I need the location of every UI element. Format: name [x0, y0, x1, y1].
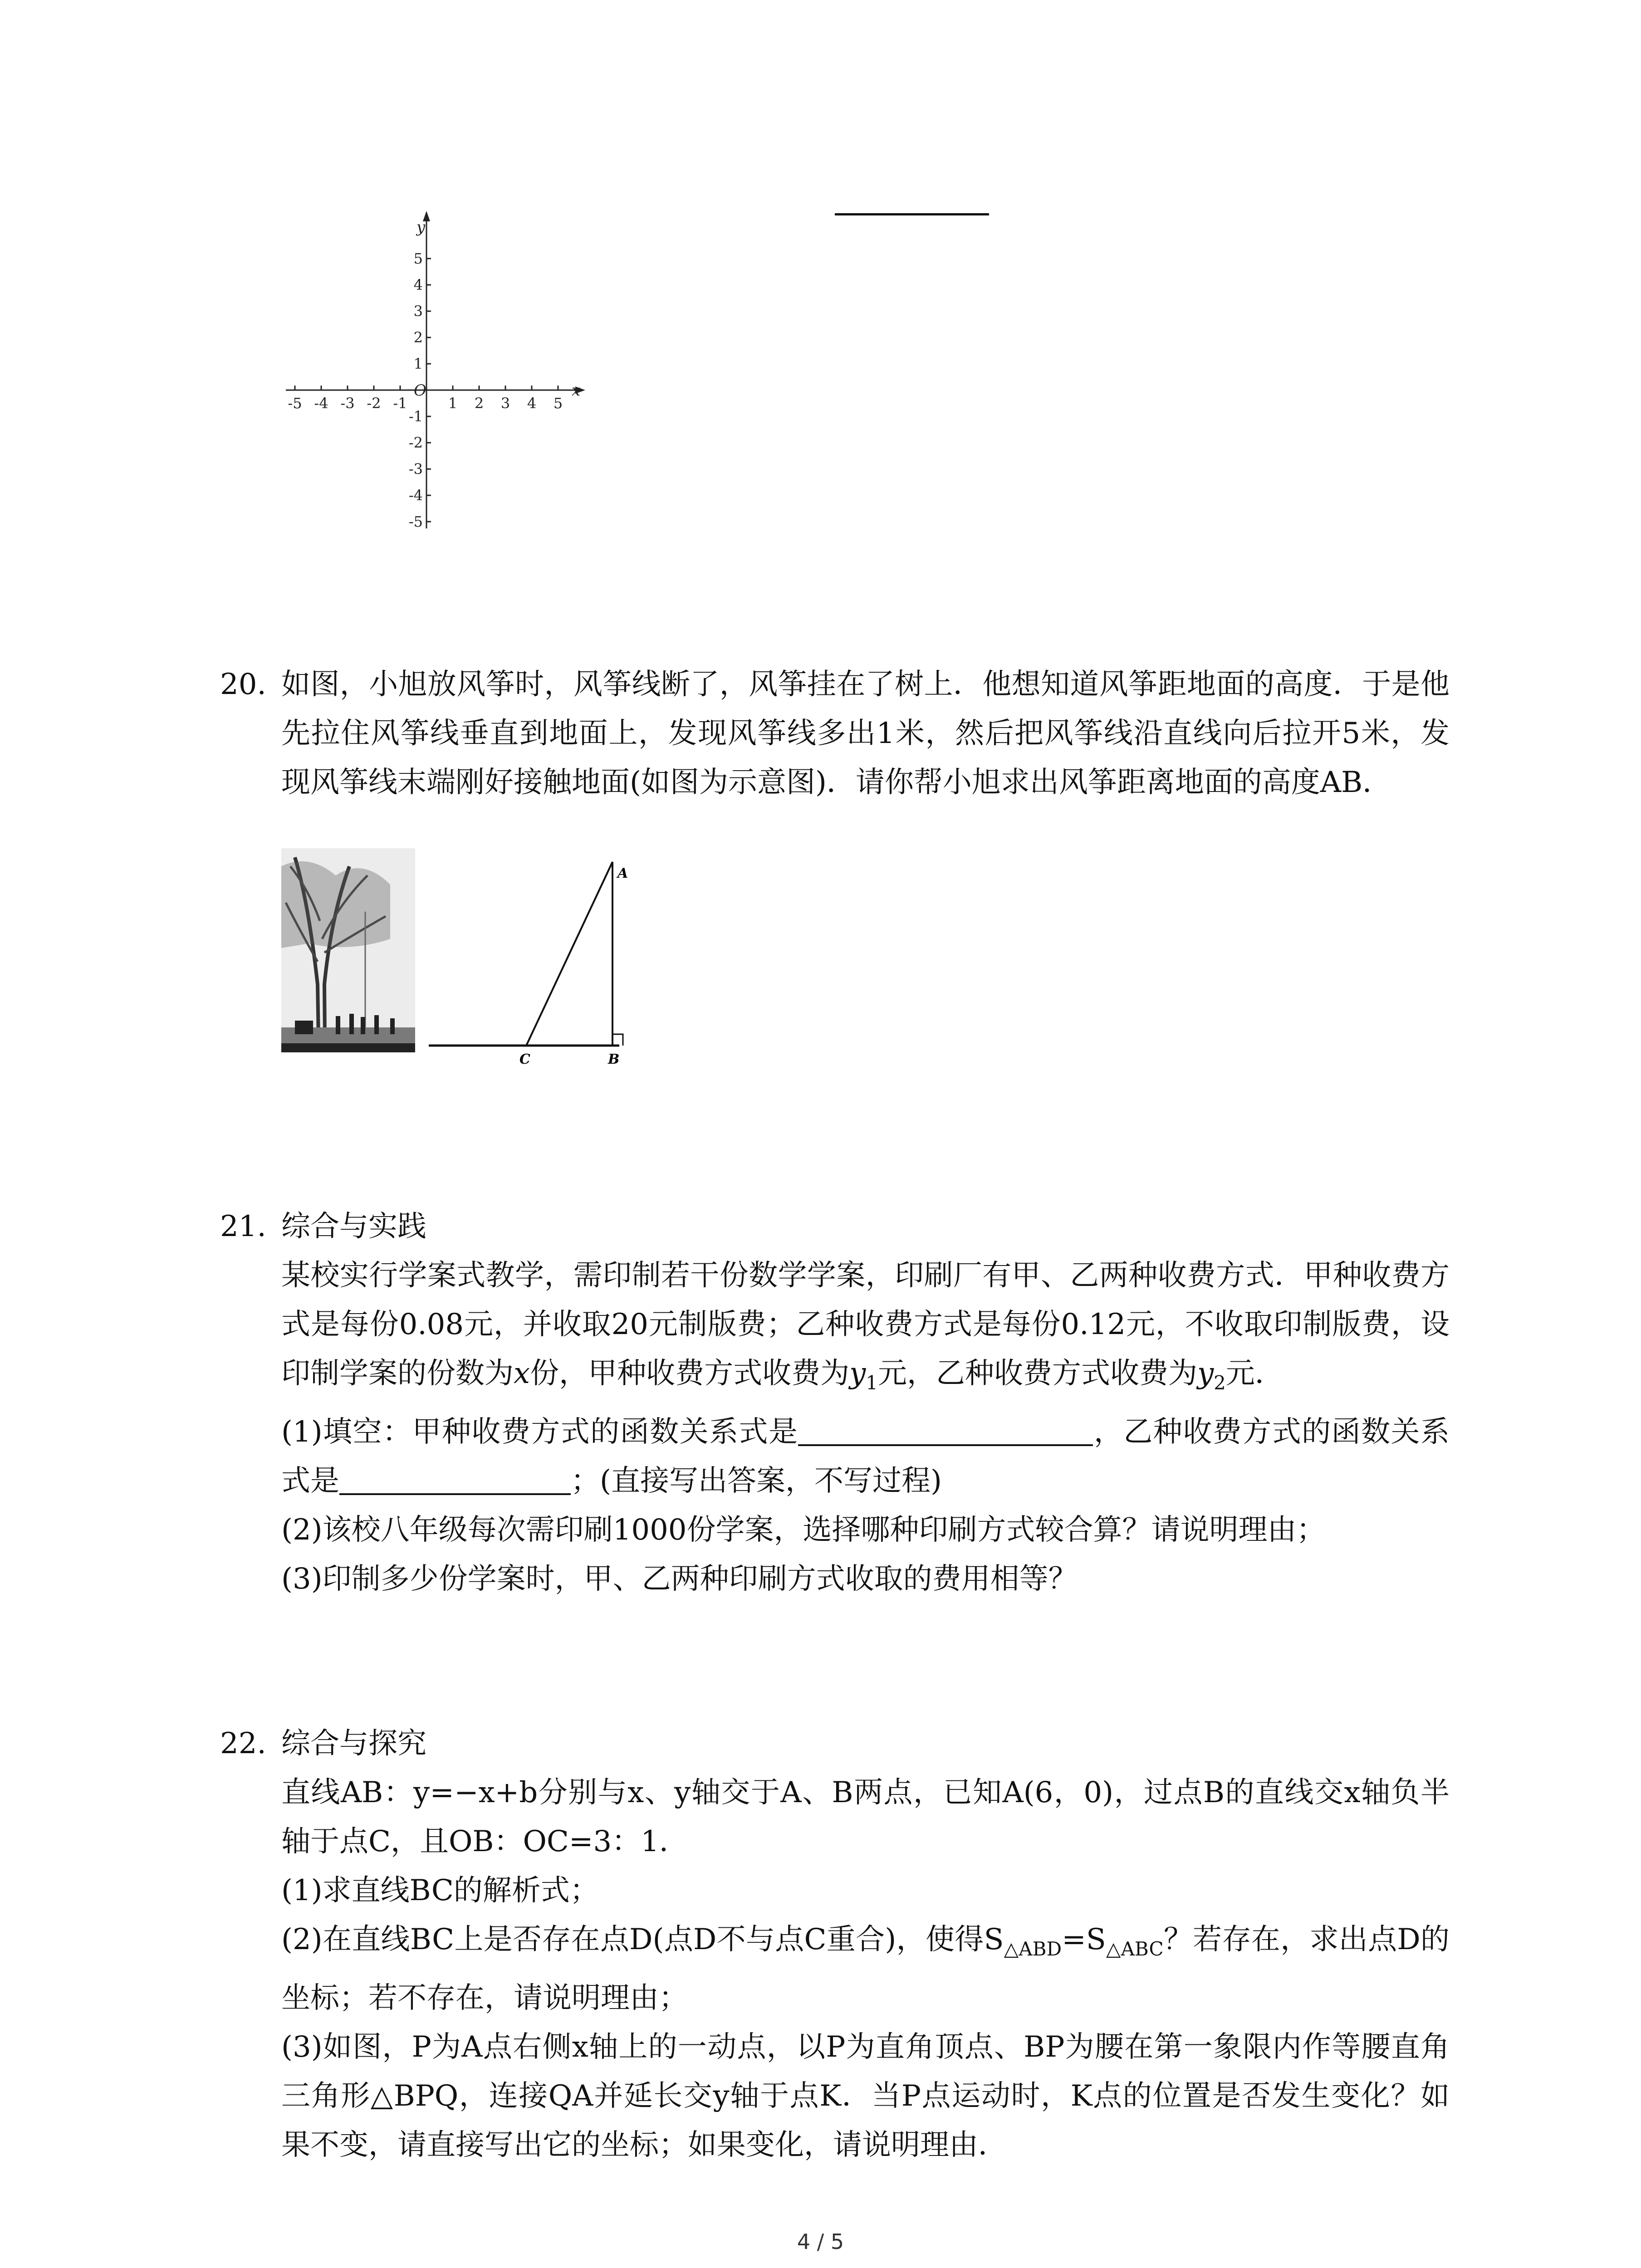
y-tick-label: -1: [408, 408, 423, 425]
x-axis-label: x: [572, 381, 581, 400]
y-tick-label: 3: [413, 303, 423, 320]
y-tick-label: -4: [408, 487, 423, 504]
question-21: [220, 1202, 1450, 1603]
x-tick-label: -4: [314, 395, 328, 412]
y-tick-label: 4: [413, 276, 423, 293]
question-part-2: (2)该校八年级每次需印刷1000份学案，选择哪种印刷方式较合算？请说明理由；: [281, 1513, 1326, 1547]
x-tick-label: 2: [474, 395, 484, 412]
x-tick-label: -2: [367, 395, 381, 412]
question-number: 20.: [220, 668, 266, 701]
x-tick-label: -1: [393, 395, 407, 412]
y-tick-label: -5: [408, 513, 423, 530]
y-tick-label: 1: [413, 355, 423, 372]
question-number: 22.: [220, 1727, 266, 1760]
kite-tree-photo: [281, 848, 415, 1052]
page-number: 4 / 5: [797, 2229, 844, 2254]
answer-blank-line: [835, 213, 989, 215]
question-title: 综合与探究: [281, 1727, 426, 1760]
right-triangle-diagram: [424, 853, 628, 1067]
y-tick-label: 5: [413, 250, 423, 267]
x-tick-label: 1: [448, 395, 458, 412]
x-tick-label: 3: [500, 395, 510, 412]
question-part-2: (2)在直线BC上是否存在点D(点D不与点C重合)，使得$S_{\triangle ABD}=S_{\triangle ABC}$？若存在，求出点D的坐标；若不存在，请说明理由；: [281, 1923, 1450, 2015]
question-intro: 某校实行学案式教学，需印制若干份数学学案，印刷厂有甲、乙两种收费方式．甲种收费方式是每份0.08元，并收取20元制版费；乙种收费方式是每份0.12元，不收取印制版费，设印制学案的份数为x份，甲种收费方式收费为$y_1$元，乙种收费方式收费为$y_2$元．: [281, 1259, 1450, 1394]
y-tick-label: -2: [408, 434, 423, 451]
question-text: 如图，小旭放风筝时，风筝线断了，风筝挂在了树上．他想知道风筝距地面的高度．于是他先拉住风筝线垂直到地面上，发现风筝线多出1米，然后把风筝线沿直线向后拉开5米，发现风筝线末端刚好接触地面(如图为示意图)．请你帮小旭求出风筝距离地面的高度AB．: [281, 668, 1450, 799]
question-part-1: (1)填空：甲种收费方式的函数关系式是 ，乙种收费方式的函数关系式是 ；(直接写出答案，不写过程): [281, 1408, 1450, 1505]
point-b-label: B: [608, 1051, 620, 1067]
x-tick-label: 5: [553, 395, 563, 412]
x-tick-label: -3: [340, 395, 355, 412]
origin-label: O: [414, 381, 426, 400]
question-part-1: (1)求直线BC的解析式；: [281, 1874, 599, 1907]
question-number: 21.: [220, 1210, 266, 1243]
question-part-3: (3)印制多少份学案时，甲、乙两种印刷方式收取的费用相等？: [281, 1562, 1078, 1596]
segment-ac: [526, 862, 612, 1046]
x-tick-label: 4: [527, 395, 537, 412]
y-axis-label: y: [416, 218, 426, 236]
x-tick-label: -5: [288, 395, 302, 412]
question-title: 综合与实践: [281, 1210, 426, 1243]
right-angle-mark: [612, 1034, 623, 1046]
answer-blank-1[interactable]: [798, 1413, 1093, 1446]
y-tick-label: 2: [413, 329, 423, 346]
point-c-label: C: [519, 1051, 530, 1067]
coordinate-plane-figure: [272, 209, 599, 535]
question-20: [220, 660, 1450, 807]
question-part-3: (3)如图，P为A点右侧x轴上的一动点，以P为直角顶点、BP为腰在第一象限内作等腰直角三角形△BPQ，连接QA并延长交y轴于点K．当P点运动时，K点的位置是否发生变化？如果不变，请直接写出它的坐标；如果变化，请说明理由．: [281, 2030, 1450, 2162]
y-tick-label: -3: [408, 460, 423, 478]
question-22: [220, 1719, 1450, 2170]
answer-blank-2[interactable]: [339, 1461, 571, 1495]
question-intro: 直线AB：y=−x+b分别与x、y轴交于A、B两点，已知A(6，0)，过点B的直线交x轴负半轴于点C，且OB：OC=3：1．: [281, 1776, 1450, 1858]
point-a-label: A: [617, 865, 628, 881]
